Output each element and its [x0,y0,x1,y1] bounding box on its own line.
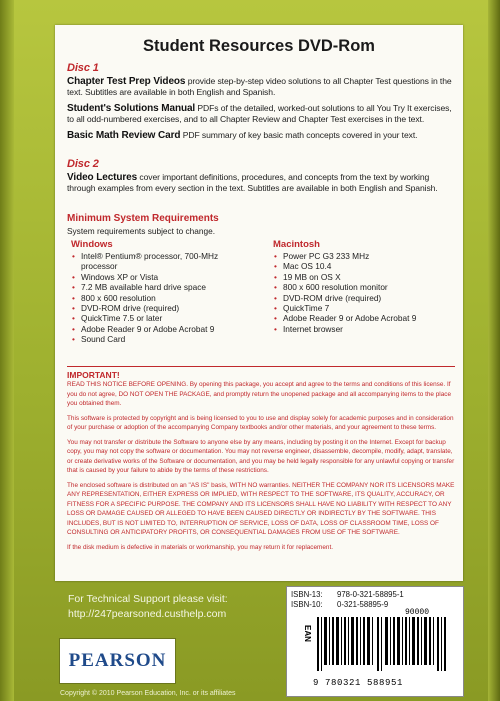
barcode-number: 9 780321 588951 [313,678,404,688]
insert-card [55,25,463,581]
list-item: • Mac OS 10.4 [273,261,453,271]
list-item: • QuickTime 7 [273,303,453,313]
item-heading: Video Lectures [67,171,138,183]
support-line: For Technical Support please visit: [68,593,228,605]
item-heading: Student's Solutions Manual [67,102,196,114]
legal-paragraph: The enclosed software is distributed on an "AS IS" basis, WITH NO warranties. NEITHER THE COMPANY NOR ITS LICENSORS MAKE ANY REPRESENTATION, EITHER EXPRESS OR IMPLIED, WITH RESPECT TO THE SOFTWARE, ITS QUALITY, ACCURACY, OR FITNESS FOR A SPECIFIC PURPOSE. THE COMPANY AND ITS LICENSORS SHALL HAVE NO LIABILITY WITH RESPECT TO ANY LOSS OR DAMAGE CAUSED OR ALLEGED TO HAVE BEEN CAUSED DIRECTLY OR INDIRECTLY BY THE SOFTWARE. THIS INCLUDES, BUT IS NOT LIMITED TO, INTERRUPTION OF SERVICE, LOSS OF DATA, LOSS OF CLASSROOM TIME, LOSS OF CONSULTING OR ANTICIPATORY PROFITS, OR CONSEQUENTIAL DAMAGES FROM USE OF THE SOFTWARE. [67,481,455,536]
requirements-title: Minimum System Requirements [67,213,219,224]
list-item: • DVD-ROM drive (required) [71,303,251,313]
case-edge-left [0,0,14,701]
item-text: PDF summary of key basic math concepts covered in your text. [182,129,418,140]
disc1-item-0 [67,76,455,99]
list-item: • 19 MB on OS X [273,272,453,282]
item-heading: Chapter Test Prep Videos [67,75,186,87]
support-url[interactable]: http://247pearsoned.custhelp.com [68,608,227,620]
license-notice [67,366,455,557]
page-title: Student Resources DVD-Rom [143,37,375,55]
list-item: • Intel® Pentium® processor, 700-MHz processor [71,251,251,272]
list-item: • 800 x 600 resolution [71,293,251,303]
disc1-item-1 [67,103,455,126]
mac-requirements [273,239,453,334]
legal-paragraph: READ THIS NOTICE BEFORE OPENING. By opening this package, you accept and agree to the terms and conditions of this license. If you do not agree, DO NOT OPEN THE PACKAGE, and promptly return the unopened package and all accompanying items to the place you obtained them. [67,381,452,407]
isbn13-label: ISBN-13: [291,590,323,599]
disc2-item-0 [67,172,455,195]
tech-support [68,592,228,622]
pearson-logo [59,638,176,684]
mac-label: Macintosh [273,239,320,250]
copyright: Copyright © 2010 Pearson Education, Inc. or its affiliates [60,690,236,697]
ean-label: EAN [302,625,312,642]
list-item: • Adobe Reader 9 or Adobe Acrobat 9 [273,313,453,323]
windows-label: Windows [71,239,113,250]
barcode-label [286,586,464,697]
case-edge-right [488,0,500,701]
disc2-section [67,159,455,195]
price-code: 90000 [405,608,430,617]
list-item: • Power PC G3 233 MHz [273,251,453,261]
item-text: cover important definitions, procedures, and concepts from the text by working through examples from every section in the text. Subtitles are available in both English and Spanish. [67,171,438,194]
disc1-item-2 [67,130,455,142]
disc1-label: Disc 1 [67,62,99,74]
isbn13-value: 978-0-321-58895-1 [337,590,404,599]
disc1-section [67,63,455,142]
barcode-icon [317,609,447,671]
isbn10-value: 0-321-58895-9 [337,600,389,609]
windows-requirements [71,239,251,345]
legal-paragraph: If the disk medium is defective in materials or workmanship, you may return it for replacement. [67,543,334,551]
important-label: IMPORTANT! [67,370,120,380]
legal-paragraph: This software is protected by copyright and is being licensed to you to use and display solely for academic purposes and in consideration of your purchase or adoption of the accompanying Company textbooks and/or other materials, and your agreement to these terms. [67,414,454,431]
list-item: • Internet browser [273,324,453,334]
item-heading: Basic Math Review Card [67,129,181,141]
requirements-subtitle: System requirements subject to change. [67,226,216,236]
isbn10-label: ISBN-10: [291,600,323,609]
legal-paragraph: You may not transfer or distribute the Software to anyone else by any means, including by posting it on the Internet. Except for backup copy, you may not copy the software or documentation. You may not reverse engineer, disassemble, decompile, modify, adapt, translate, or create derivative works of the Software or documentation, and you may be held legally responsible for any unlawful copying or transfer that is caused by your failure to abide by the terms of these restrictions. [67,438,455,474]
list-item: • Windows XP or Vista [71,272,251,282]
list-item: • 800 x 600 resolution monitor [273,282,453,292]
list-item: • Sound Card [71,334,251,344]
list-item: • QuickTime 7.5 or later [71,313,251,323]
item-text: PDFs of the detailed, worked-out solutions to all You Try It exercises, to all odd-numbered exercises, and to all Chapter Review and Chapter Test exercises in the text. [67,102,452,125]
list-item: • DVD-ROM drive (required) [273,293,453,303]
disc2-label: Disc 2 [67,158,99,170]
list-item: • Adobe Reader 9 or Adobe Acrobat 9 [71,324,251,334]
logo-text: PEARSON [68,650,167,671]
list-item: • 7.2 MB available hard drive space [71,282,251,292]
item-text: provide step-by-step video solutions to all Chapter Test questions in the text. Subtitles are available in both English and Spanish. [67,75,452,98]
